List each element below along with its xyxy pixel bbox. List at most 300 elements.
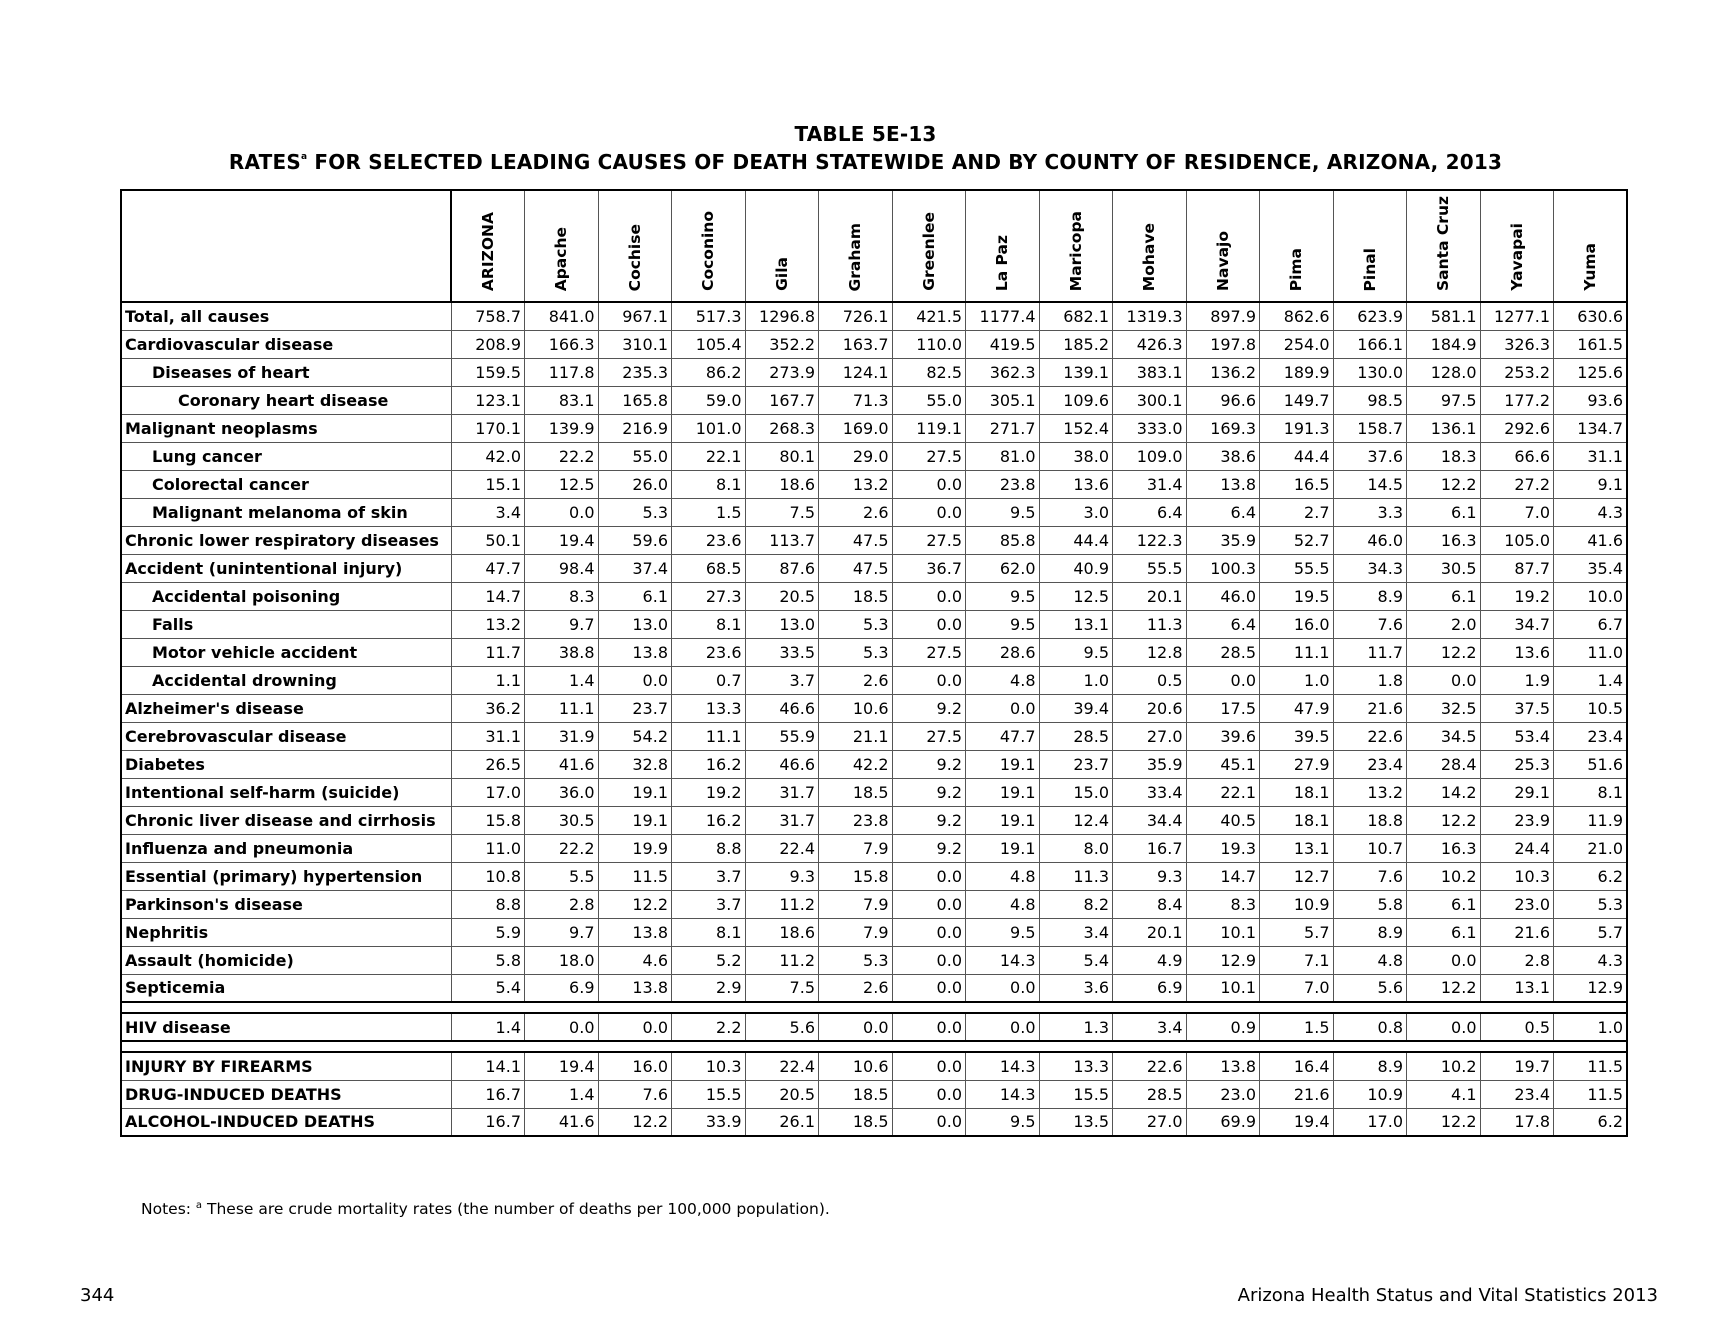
section-separator-cell <box>121 1041 1627 1052</box>
rate-cell: 19.3 <box>1186 834 1260 862</box>
rate-cell: 6.1 <box>1407 498 1481 526</box>
rate-cell: 11.0 <box>1554 638 1628 666</box>
rate-cell: 15.1 <box>451 470 525 498</box>
column-header <box>598 190 672 302</box>
row-label: Colorectal cancer <box>121 470 451 498</box>
rate-cell: 6.1 <box>1407 918 1481 946</box>
column-header-label: Graham <box>846 222 865 291</box>
rate-cell: 268.3 <box>745 414 819 442</box>
rate-cell: 3.4 <box>1113 1013 1187 1041</box>
rate-cell: 18.6 <box>745 470 819 498</box>
rate-cell: 14.1 <box>451 1052 525 1080</box>
rate-cell: 5.8 <box>451 946 525 974</box>
rate-cell: 12.2 <box>598 890 672 918</box>
rate-cell: 10.9 <box>1333 1080 1407 1108</box>
rate-cell: 16.0 <box>1260 610 1334 638</box>
rate-cell: 2.2 <box>672 1013 746 1041</box>
rate-cell: 15.5 <box>672 1080 746 1108</box>
rate-cell: 28.5 <box>1113 1080 1187 1108</box>
rate-cell: 96.6 <box>1186 386 1260 414</box>
rate-cell: 136.1 <box>1407 414 1481 442</box>
rate-cell: 1.0 <box>1039 666 1113 694</box>
page-number: 344 <box>80 1285 115 1306</box>
rate-cell: 12.5 <box>525 470 599 498</box>
rate-cell: 31.1 <box>1554 442 1628 470</box>
rate-cell: 6.2 <box>1554 1108 1628 1136</box>
rate-cell: 1.5 <box>1260 1013 1334 1041</box>
rate-cell: 86.2 <box>672 358 746 386</box>
rate-cell: 113.7 <box>745 526 819 554</box>
rate-cell: 19.1 <box>598 806 672 834</box>
row-label: Intentional self-harm (suicide) <box>121 778 451 806</box>
rate-cell: 122.3 <box>1113 526 1187 554</box>
rate-cell: 18.5 <box>819 778 893 806</box>
rate-cell: 163.7 <box>819 330 893 358</box>
rate-cell: 32.5 <box>1407 694 1481 722</box>
rate-cell: 9.2 <box>892 750 966 778</box>
rate-cell: 9.5 <box>966 610 1040 638</box>
rate-cell: 27.5 <box>892 638 966 666</box>
rate-cell: 31.4 <box>1113 470 1187 498</box>
rate-cell: 10.5 <box>1554 694 1628 722</box>
rate-cell: 0.0 <box>819 1013 893 1041</box>
rate-cell: 19.2 <box>672 778 746 806</box>
rate-cell: 18.5 <box>819 1108 893 1136</box>
rate-cell: 11.3 <box>1113 610 1187 638</box>
rate-cell: 15.8 <box>451 806 525 834</box>
rate-cell: 3.6 <box>1039 974 1113 1002</box>
rate-cell: 185.2 <box>1039 330 1113 358</box>
rate-cell: 18.1 <box>1260 806 1334 834</box>
rate-cell: 11.1 <box>672 722 746 750</box>
rate-cell: 8.3 <box>1186 890 1260 918</box>
title-footnote-marker: a <box>300 152 308 162</box>
rate-cell: 9.5 <box>966 498 1040 526</box>
rate-cell: 0.0 <box>892 862 966 890</box>
row-label: Diseases of heart <box>121 358 451 386</box>
rate-cell: 82.5 <box>892 358 966 386</box>
column-header-label: Maricopa <box>1066 210 1085 291</box>
rate-cell: 53.4 <box>1480 722 1554 750</box>
rate-cell: 13.8 <box>598 974 672 1002</box>
section-separator <box>121 1002 1627 1013</box>
column-header <box>819 190 893 302</box>
rate-cell: 17.0 <box>451 778 525 806</box>
rate-cell: 862.6 <box>1260 302 1334 330</box>
rate-cell: 0.0 <box>525 498 599 526</box>
rate-cell: 40.9 <box>1039 554 1113 582</box>
rate-cell: 13.8 <box>598 638 672 666</box>
rate-cell: 55.0 <box>598 442 672 470</box>
mortality-rates-table-container <box>120 189 1628 1137</box>
rate-cell: 47.5 <box>819 526 893 554</box>
rate-cell: 38.6 <box>1186 442 1260 470</box>
rate-cell: 8.8 <box>451 890 525 918</box>
column-header <box>1554 190 1628 302</box>
rate-cell: 7.0 <box>1480 498 1554 526</box>
column-header <box>745 190 819 302</box>
column-header-label: Pima <box>1287 247 1306 291</box>
rate-cell: 9.5 <box>966 1108 1040 1136</box>
rate-cell: 7.9 <box>819 918 893 946</box>
row-label: Accidental drowning <box>121 666 451 694</box>
rate-cell: 27.0 <box>1113 1108 1187 1136</box>
rate-cell: 13.0 <box>598 610 672 638</box>
rate-cell: 12.9 <box>1186 946 1260 974</box>
rate-cell: 31.7 <box>745 806 819 834</box>
rate-cell: 13.3 <box>1039 1052 1113 1080</box>
rate-cell: 46.0 <box>1186 582 1260 610</box>
rate-cell: 97.5 <box>1407 386 1481 414</box>
row-label: Malignant neoplasms <box>121 414 451 442</box>
rate-cell: 23.8 <box>819 806 893 834</box>
rate-cell: 31.7 <box>745 778 819 806</box>
notes-footnote-marker: a <box>195 1200 203 1211</box>
rate-cell: 20.6 <box>1113 694 1187 722</box>
table-row <box>121 918 1627 946</box>
rate-cell: 9.5 <box>966 582 1040 610</box>
rate-cell: 0.0 <box>892 1052 966 1080</box>
rate-cell: 37.6 <box>1333 442 1407 470</box>
rate-cell: 35.4 <box>1554 554 1628 582</box>
rate-cell: 30.5 <box>1407 554 1481 582</box>
rate-cell: 12.2 <box>1407 974 1481 1002</box>
column-header <box>1039 190 1113 302</box>
rate-cell: 16.7 <box>1113 834 1187 862</box>
rate-cell: 18.5 <box>819 1080 893 1108</box>
rate-cell: 5.3 <box>1554 890 1628 918</box>
rate-cell: 169.0 <box>819 414 893 442</box>
rate-cell: 27.5 <box>892 526 966 554</box>
rate-cell: 136.2 <box>1186 358 1260 386</box>
column-header <box>451 190 525 302</box>
column-header <box>966 190 1040 302</box>
table-row <box>121 554 1627 582</box>
rate-cell: 4.1 <box>1407 1080 1481 1108</box>
row-label: Accident (unintentional injury) <box>121 554 451 582</box>
rate-cell: 34.5 <box>1407 722 1481 750</box>
table-row <box>121 582 1627 610</box>
rate-cell: 5.2 <box>672 946 746 974</box>
column-header-label: Navajo <box>1213 231 1232 291</box>
rate-cell: 21.1 <box>819 722 893 750</box>
rate-cell: 14.3 <box>966 946 1040 974</box>
rate-cell: 0.0 <box>525 1013 599 1041</box>
rate-cell: 352.2 <box>745 330 819 358</box>
rate-cell: 16.3 <box>1407 526 1481 554</box>
rate-cell: 25.3 <box>1480 750 1554 778</box>
rate-cell: 9.5 <box>1039 638 1113 666</box>
rate-cell: 10.0 <box>1554 582 1628 610</box>
rate-cell: 8.9 <box>1333 918 1407 946</box>
rate-cell: 36.0 <box>525 778 599 806</box>
rate-cell: 11.3 <box>1039 862 1113 890</box>
rate-cell: 16.3 <box>1407 834 1481 862</box>
rate-cell: 12.2 <box>1407 1108 1481 1136</box>
rate-cell: 8.1 <box>672 610 746 638</box>
rate-cell: 0.5 <box>1480 1013 1554 1041</box>
rate-cell: 13.8 <box>1186 470 1260 498</box>
rate-cell: 19.4 <box>1260 1108 1334 1136</box>
rate-cell: 0.0 <box>892 974 966 1002</box>
table-row <box>121 386 1627 414</box>
rate-cell: 3.4 <box>451 498 525 526</box>
rate-cell: 119.1 <box>892 414 966 442</box>
rate-cell: 7.6 <box>1333 610 1407 638</box>
row-label: Nephritis <box>121 918 451 946</box>
rate-cell: 0.0 <box>1407 1013 1481 1041</box>
table-row <box>121 1080 1627 1108</box>
rate-cell: 9.7 <box>525 918 599 946</box>
rate-cell: 68.5 <box>672 554 746 582</box>
rate-cell: 66.6 <box>1480 442 1554 470</box>
rate-cell: 23.8 <box>966 470 1040 498</box>
column-header-label: Apache <box>552 226 571 291</box>
rate-cell: 3.4 <box>1039 918 1113 946</box>
row-label: Total, all causes <box>121 302 451 330</box>
rate-cell: 10.2 <box>1407 1052 1481 1080</box>
rate-cell: 20.5 <box>745 582 819 610</box>
rate-cell: 24.4 <box>1480 834 1554 862</box>
rate-cell: 19.4 <box>525 526 599 554</box>
rate-cell: 109.0 <box>1113 442 1187 470</box>
rate-cell: 0.0 <box>1407 666 1481 694</box>
rate-cell: 44.4 <box>1039 526 1113 554</box>
rate-cell: 5.7 <box>1260 918 1334 946</box>
rate-cell: 27.0 <box>1113 722 1187 750</box>
rate-cell: 5.3 <box>819 638 893 666</box>
rate-cell: 208.9 <box>451 330 525 358</box>
rate-cell: 5.9 <box>451 918 525 946</box>
rate-cell: 11.7 <box>1333 638 1407 666</box>
rate-cell: 109.6 <box>1039 386 1113 414</box>
column-header <box>672 190 746 302</box>
rate-cell: 7.5 <box>745 974 819 1002</box>
rate-cell: 0.0 <box>892 610 966 638</box>
rate-cell: 38.0 <box>1039 442 1113 470</box>
rate-cell: 16.0 <box>598 1052 672 1080</box>
row-label: Coronary heart disease <box>121 386 451 414</box>
table-row <box>121 750 1627 778</box>
rate-cell: 273.9 <box>745 358 819 386</box>
rate-cell: 0.0 <box>892 498 966 526</box>
rate-cell: 28.5 <box>1186 638 1260 666</box>
rate-cell: 14.7 <box>451 582 525 610</box>
rate-cell: 41.6 <box>525 750 599 778</box>
table-row <box>121 974 1627 1002</box>
rate-cell: 1.3 <box>1039 1013 1113 1041</box>
rate-cell: 12.2 <box>1407 470 1481 498</box>
rate-cell: 42.2 <box>819 750 893 778</box>
rate-cell: 0.8 <box>1333 1013 1407 1041</box>
table-notes <box>141 1200 830 1218</box>
rate-cell: 11.0 <box>451 834 525 862</box>
rate-cell: 16.2 <box>672 806 746 834</box>
row-label: Essential (primary) hypertension <box>121 862 451 890</box>
rate-cell: 54.2 <box>598 722 672 750</box>
rate-cell: 300.1 <box>1113 386 1187 414</box>
rate-cell: 44.4 <box>1260 442 1334 470</box>
rate-cell: 125.6 <box>1554 358 1628 386</box>
table-row <box>121 834 1627 862</box>
table-row <box>121 302 1627 330</box>
rate-cell: 21.6 <box>1333 694 1407 722</box>
rate-cell: 6.4 <box>1186 498 1260 526</box>
rate-cell: 23.4 <box>1333 750 1407 778</box>
rate-cell: 8.4 <box>1113 890 1187 918</box>
table-row <box>121 946 1627 974</box>
rate-cell: 4.3 <box>1554 946 1628 974</box>
rate-cell: 5.5 <box>525 862 599 890</box>
table-row <box>121 498 1627 526</box>
rate-cell: 4.6 <box>598 946 672 974</box>
row-label: Cardiovascular disease <box>121 330 451 358</box>
rate-cell: 0.0 <box>892 1013 966 1041</box>
rate-cell: 630.6 <box>1554 302 1628 330</box>
column-header-label: ARIZONA <box>479 211 497 291</box>
rate-cell: 5.4 <box>1039 946 1113 974</box>
rate-cell: 6.1 <box>598 582 672 610</box>
rate-cell: 1296.8 <box>745 302 819 330</box>
column-header-row <box>121 190 1627 302</box>
rate-cell: 0.5 <box>1113 666 1187 694</box>
rate-cell: 22.4 <box>745 1052 819 1080</box>
rate-cell: 29.1 <box>1480 778 1554 806</box>
rate-cell: 8.3 <box>525 582 599 610</box>
rate-cell: 22.6 <box>1333 722 1407 750</box>
rate-cell: 21.6 <box>1260 1080 1334 1108</box>
rate-cell: 17.5 <box>1186 694 1260 722</box>
rate-cell: 0.0 <box>598 666 672 694</box>
rate-cell: 292.6 <box>1480 414 1554 442</box>
rate-cell: 197.8 <box>1186 330 1260 358</box>
rate-cell: 216.9 <box>598 414 672 442</box>
rate-cell: 1.8 <box>1333 666 1407 694</box>
section-separator <box>121 1041 1627 1052</box>
rate-cell: 19.1 <box>966 834 1040 862</box>
rate-cell: 27.9 <box>1260 750 1334 778</box>
rate-cell: 169.3 <box>1186 414 1260 442</box>
rate-cell: 333.0 <box>1113 414 1187 442</box>
column-header-label: Mohave <box>1140 222 1159 291</box>
rate-cell: 128.0 <box>1407 358 1481 386</box>
rate-cell: 362.3 <box>966 358 1040 386</box>
rate-cell: 7.5 <box>745 498 819 526</box>
rate-cell: 14.3 <box>966 1080 1040 1108</box>
rate-cell: 2.6 <box>819 498 893 526</box>
table-row <box>121 470 1627 498</box>
row-label: ALCOHOL-INDUCED DEATHS <box>121 1108 451 1136</box>
rate-cell: 9.2 <box>892 778 966 806</box>
rate-cell: 23.4 <box>1554 722 1628 750</box>
rate-cell: 10.3 <box>672 1052 746 1080</box>
row-label: Cerebrovascular disease <box>121 722 451 750</box>
rate-cell: 11.5 <box>598 862 672 890</box>
rate-cell: 18.5 <box>819 582 893 610</box>
column-header-label: Coconino <box>699 211 718 291</box>
rate-cell: 12.4 <box>1039 806 1113 834</box>
column-header-label: Santa Cruz <box>1434 196 1453 291</box>
rate-cell: 101.0 <box>672 414 746 442</box>
rate-cell: 28.4 <box>1407 750 1481 778</box>
rate-cell: 6.4 <box>1186 610 1260 638</box>
rate-cell: 9.2 <box>892 834 966 862</box>
rate-cell: 383.1 <box>1113 358 1187 386</box>
rate-cell: 0.9 <box>1186 1013 1260 1041</box>
table-row <box>121 442 1627 470</box>
rate-cell: 20.1 <box>1113 918 1187 946</box>
rate-cell: 1319.3 <box>1113 302 1187 330</box>
rate-cell: 12.8 <box>1113 638 1187 666</box>
rate-cell: 6.1 <box>1407 890 1481 918</box>
rate-cell: 8.1 <box>672 470 746 498</box>
rate-cell: 47.7 <box>966 722 1040 750</box>
rate-cell: 2.8 <box>525 890 599 918</box>
row-label: INJURY BY FIREARMS <box>121 1052 451 1080</box>
table-row <box>121 526 1627 554</box>
rate-cell: 123.1 <box>451 386 525 414</box>
rate-cell: 19.1 <box>966 750 1040 778</box>
rate-cell: 12.2 <box>1407 638 1481 666</box>
rate-cell: 13.6 <box>1039 470 1113 498</box>
rate-cell: 16.7 <box>451 1080 525 1108</box>
rate-cell: 7.1 <box>1260 946 1334 974</box>
table-title <box>0 150 1731 174</box>
rate-cell: 12.5 <box>1039 582 1113 610</box>
rate-cell: 1.4 <box>525 1080 599 1108</box>
rate-cell: 421.5 <box>892 302 966 330</box>
rate-cell: 152.4 <box>1039 414 1113 442</box>
rate-cell: 85.8 <box>966 526 1040 554</box>
rate-cell: 30.5 <box>525 806 599 834</box>
rate-cell: 189.9 <box>1260 358 1334 386</box>
rate-cell: 20.1 <box>1113 582 1187 610</box>
rate-cell: 59.6 <box>598 526 672 554</box>
notes-text: These are crude mortality rates (the number of deaths per 100,000 population). <box>202 1200 830 1219</box>
rate-cell: 16.2 <box>672 750 746 778</box>
rate-cell: 27.3 <box>672 582 746 610</box>
rate-cell: 1.4 <box>451 1013 525 1041</box>
table-row <box>121 610 1627 638</box>
rate-cell: 16.7 <box>451 1108 525 1136</box>
rate-cell: 37.5 <box>1480 694 1554 722</box>
rate-cell: 23.6 <box>672 638 746 666</box>
table-row <box>121 358 1627 386</box>
rate-cell: 55.0 <box>892 386 966 414</box>
rate-cell: 105.4 <box>672 330 746 358</box>
rate-cell: 15.5 <box>1039 1080 1113 1108</box>
rate-cell: 31.1 <box>451 722 525 750</box>
rate-cell: 46.0 <box>1333 526 1407 554</box>
rate-cell: 11.9 <box>1554 806 1628 834</box>
rate-cell: 9.3 <box>745 862 819 890</box>
rate-cell: 23.9 <box>1480 806 1554 834</box>
rate-cell: 100.3 <box>1186 554 1260 582</box>
rate-cell: 28.5 <box>1039 722 1113 750</box>
rate-cell: 130.0 <box>1333 358 1407 386</box>
rate-cell: 6.9 <box>1113 974 1187 1002</box>
rate-cell: 1.1 <box>451 666 525 694</box>
rate-cell: 5.6 <box>1333 974 1407 1002</box>
rate-cell: 682.1 <box>1039 302 1113 330</box>
rate-cell: 9.3 <box>1113 862 1187 890</box>
rate-cell: 13.6 <box>1480 638 1554 666</box>
rate-cell: 39.4 <box>1039 694 1113 722</box>
rate-cell: 41.6 <box>525 1108 599 1136</box>
rate-cell: 165.8 <box>598 386 672 414</box>
rate-cell: 27.2 <box>1480 470 1554 498</box>
rate-cell: 33.5 <box>745 638 819 666</box>
